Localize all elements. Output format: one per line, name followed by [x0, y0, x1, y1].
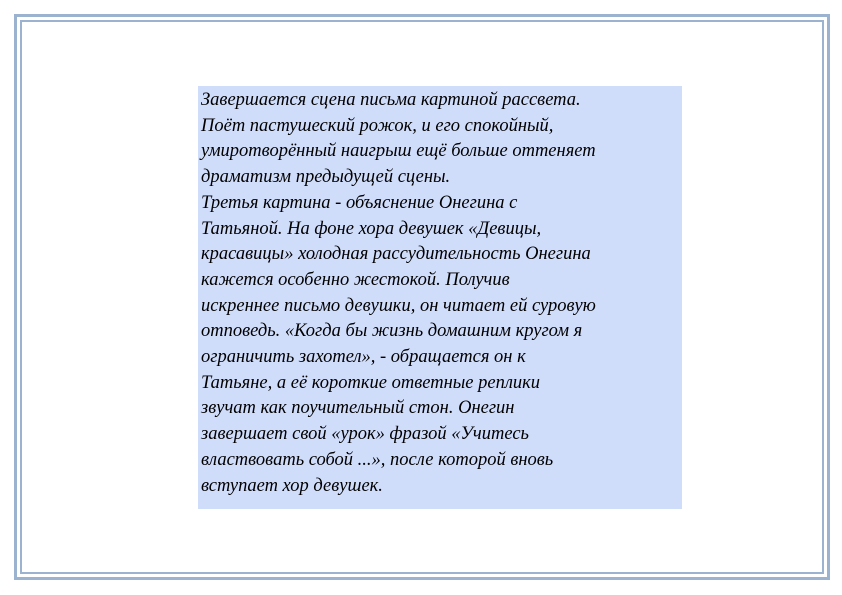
paragraph-third-scene: Третья картина - объяснение Онегина с Татьяной. На фоне хора девушек «Девицы, красавицы» холодная рассудительность Онегина кажется особенно жестокой. Получив искреннее письмо девушки, он читает ей суровую отповедь. «Когда бы жизнь домашним кругом я ограничить захотел», - обращается он к Татьяне, а её короткие ответные реплики звучат как поучительный стон. Онегин завершает свой «урок» фразой «Учитесь властвовать собой ...», после которой вновь вступает хор девушек.	[201, 192, 596, 496]
text-box	[198, 86, 682, 509]
paragraph-scene-ending: Завершается сцена письма картиной рассвета. Поёт пастушеский рожок, и его спокойный, умиротворённый наигрыш ещё больше оттеняет драматизм предыдущей сцены.	[201, 90, 596, 188]
